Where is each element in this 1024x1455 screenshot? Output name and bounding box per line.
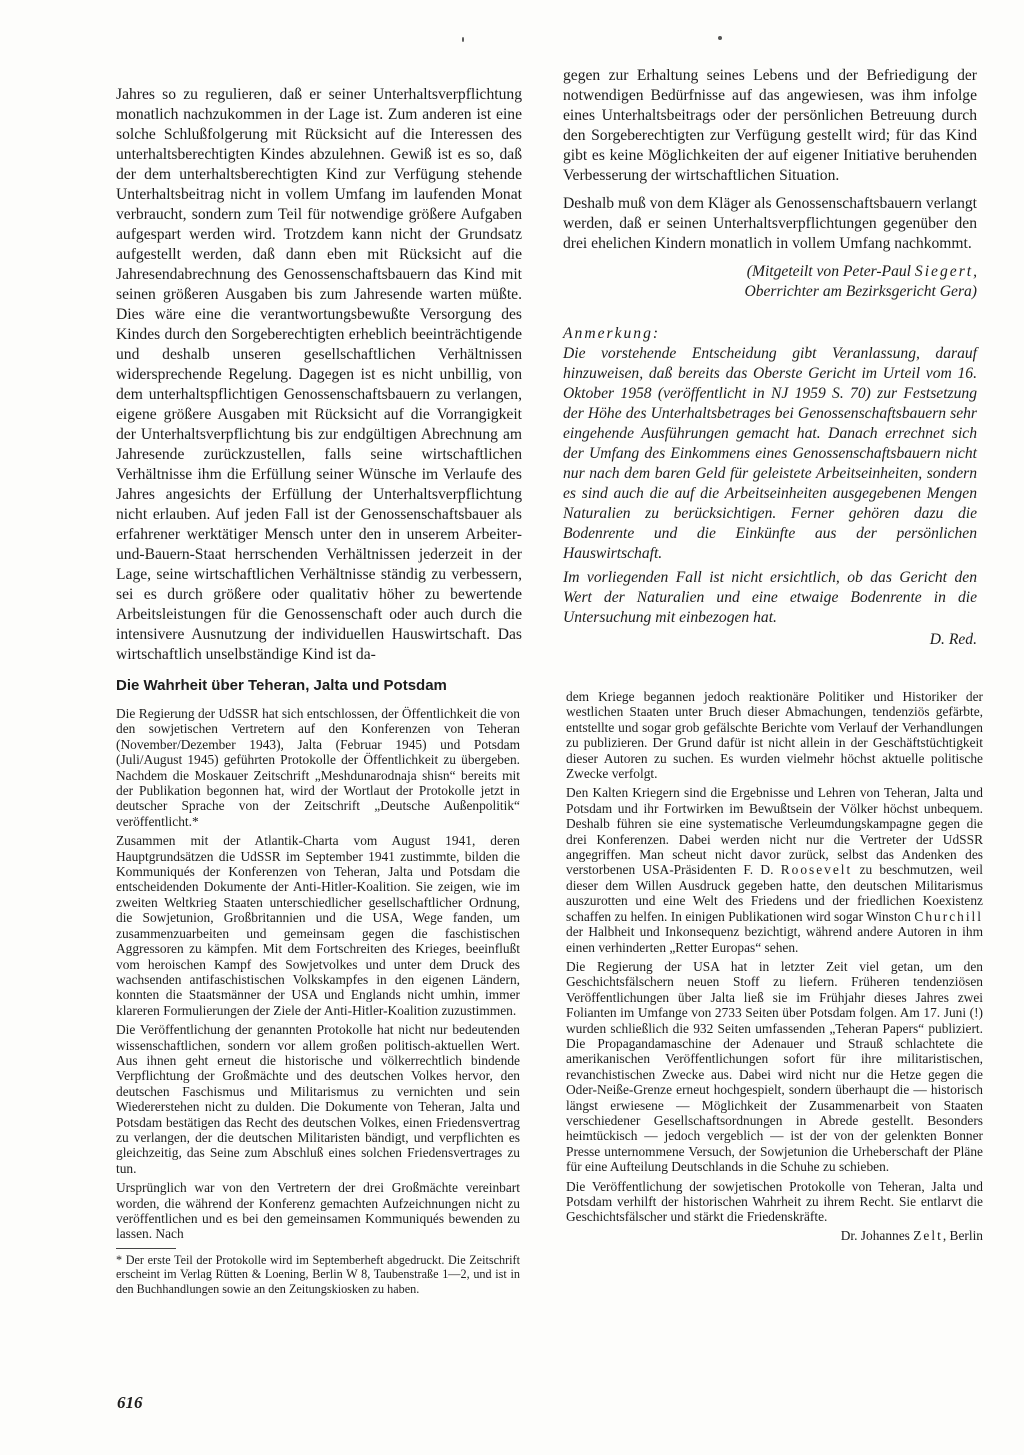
signature-name: Zelt — [913, 1227, 943, 1243]
article-signature — [566, 1228, 983, 1243]
signature-suffix: , Berlin — [942, 1227, 983, 1243]
paragraph: Ursprünglich war von den Vertretern der drei Großmächte vereinbart worden, die während der Konferenz gemachten Aufzeichnungen nicht zu veröffentlichen und es bei den gemeinsamen Kommuniqués bewenden zu lassen. Nach — [116, 1180, 520, 1242]
credit-name: Siegert — [914, 263, 974, 280]
paragraph: Die Veröffentlichung der genannten Protokolle hat nicht nur bedeutenden wissenschaftlichen, sondern vor allem großen politisch-aktuellen Wert. Aus ihnen geht erneut die historische und völkerrechtlich bindende Verpflichtung der Großmächte und des deutschen Volkes hervor, den deutschen Faschismus und Militarismus zu vernichten und sein Wiedererstehen nicht zu dulden. Die Dokumente von Teheran, Jalta und Potsdam bestätigen das Recht des deutschen Volkes, einen Friedensvertrag zu verlangen, der die deutschen Militaristen bändigt, und verpflichten es gleichzeitig, das Seine zum Abschluß eines solchen Friedensvertrages zu tun. — [116, 1022, 520, 1176]
column-bottom-left — [116, 706, 520, 1297]
person-name: Roosevelt — [780, 862, 853, 878]
paragraph: Die Regierung der UdSSR hat sich entschlossen, der Öffentlichkeit die von den sowjetischen Vertretern auf den Konferenzen von Teheran (November/Dezember 1943), Jalta (Februar 1945) und Potsdam (Juli/August 1945) geführten Protokolle der Öffentlichkeit zu übergeben. Nachdem die Moskauer Zeitschrift „Meshdunarodnaja shisn“ bereits mit der Publikation begonnen hat, wird der Wortlaut der Protokolle jetzt in deutscher Sprache von der Zeitschrift „Deutsche Außenpolitik“ veröffentlicht.* — [116, 706, 520, 829]
page-number: 616 — [117, 1393, 143, 1412]
paragraph — [566, 785, 983, 954]
credit-prefix: (Mitgeteilt von Peter-Paul — [746, 263, 915, 280]
column-top-left — [116, 85, 522, 665]
note-paragraph: Die vorstehende Entscheidung gibt Veranlassung, darauf hinzuweisen, daß bereits das Oberste Gericht im Urteil vom 16. Oktober 1958 (veröffentlicht in NJ 1959 S. 70) zur Festsetzung der Höhe des Unterhaltsbetrages bei Genossenschaftsbauern sehr eingehende Ausführungen gemacht hat. Danach errechnet sich der Umfang des Einkommens eines Genossenschaftsbauern nicht nur nach dem baren Geld für geleistete Arbeitseinheiten, sondern es sind auch die auf die Arbeitseinheiten ausgegebenen Mengen Naturalien zu berücksichtigen. Ferner gehören dazu die Bodenrente und die Einkünfte aus der persönlichen Hauswirtschaft. — [563, 345, 977, 562]
paragraph: Die Veröffentlichung der sowjetischen Protokolle von Teheran, Jalta und Potsdam verhilft der historischen Wahrheit zu ihrem Recht. Sie entlarvt die Geschichtsfälscher und stärkt die Friedenskräfte. — [566, 1178, 983, 1225]
text-run: Den Kalten Kriegern sind die Ergebnisse und Lehren von Teheran, Jalta und Potsdam und ihr Fortwirken im Bewußtsein der Völker höchst unbequem. Deshalb führen sie eine systematische Verleumdungskampagne gegen die drei Konferenzen. Dabei werden nicht nur die Vertreter der UdSSR angegriffen. Man scheut nicht davor zurück, selbst das Andenken des verstorbenen USA-Präsidenten F. D. — [566, 785, 983, 878]
credit-line — [563, 262, 977, 282]
note-signature: D. Red. — [929, 631, 977, 648]
credit-suffix: , — [973, 263, 977, 280]
article-heading: Die Wahrheit über Teheran, Jalta und Potsdam — [116, 677, 447, 694]
note-paragraph: Im vorliegenden Fall ist nicht ersichtlich, ob das Gericht den Wert der Naturalien und eine etwaige Bodenrente in die Untersuchung mit einbezogen hat. — [563, 569, 977, 626]
paragraph: Zusammen mit der Atlantik-Charta vom August 1941, deren Hauptgrundsätzen die UdSSR im September 1941 zustimmte, bilden die Kommuniqués der Konferenzen von Teheran, Jalta und Potsdam die entscheidenden Dokumente der Anti-Hitler-Koalition. Sie zeigen, wie im zweiten Weltkrieg Staaten unterschiedlicher gesellschaftlicher Ordnung, die Sowjetunion, Großbritannien und die USA, Wege fanden, um zusammenzuarbeiten und gemeinsam gegen die faschistischen Aggressoren zu kämpfen. Mit dem Fortschreiten des Krieges, beeinflußt vom heroischen Kampf des Sowjetvolkes und unter dem Druck des wachsenden antifaschistischen Volkskampfes in den eigenen Ländern, konnten die Staatsmänner der USA und Englands nicht umhin, immer klareren Formulierungen der Ziele der Anti-Hitler-Koalition zuzustimmen. — [116, 833, 520, 1018]
footnote-divider — [116, 1248, 176, 1249]
paragraph: Jahres so zu regulieren, daß er seiner Unterhaltsverpflichtung monatlich nachzukommen in der Lage ist. Zum anderen ist eine solche Schlußfolgerung mit Rücksicht auf die Interessen des unterhaltsberechtigten Kindes abzulehnen. Gewiß ist es so, daß der dem unterhaltsberechtigten Kind zur Verfügung stehende Unterhaltsbeitrag nicht in vollem Umfang im laufenden Monat verbraucht, sondern zum Teil für notwendige größere Aufgaben aufgespart werden wird. Trotzdem kann nicht der Grundsatz aufgestellt werden, daß dann eben mit Rücksicht auf die Jahresendabrechnung des Genossenschaftsbauern das Kind mit seinen größeren Ausgaben bis zum Jahresende warten müßte. Dies wäre eine die verantwortungsbewußte Versorgung des Kindes durch den Sorgeberechtigten erheblich beeinträchtigende und deshalb unseren gesellschaftlichen Verhältnissen widersprechende Regelung. Dagegen ist es nicht unbillig, von dem unterhaltspflichtigen Genossenschaftsbauern zu verlangen, eigene größere Ausgaben mit Rücksicht auf die Vorrangigkeit der Unterhaltsverpflichtung bis zur endgültigen Abrechnung am Jahresende zurückzustellen, falls seine wirtschaftlichen Verhältnisse ihm die Erfüllung seiner Wünsche im Verlaufe des Jahres angesichts der Erfüllung der Unterhaltsverpflichtung nicht erlauben. Auf jeden Fall ist der Genossenschaftsbauer als erfahrener werktätiger Mensch unter den in unserem Arbeiter-und-Bauern-Staat herrschenden Verhältnissen jederzeit in der Lage, seine wirtschaftlichen Verhältnisse ständig zu verbessern, sei es durch größere oder qualitativ höher zu bewertende Arbeitsleistungen für die Genossenschaft oder auch durch die intensivere Ausnutzung der individuellen Hauswirtschaft. Das wirtschaftlich unselbständige Kind ist da- — [116, 86, 522, 663]
column-top-right — [563, 66, 977, 650]
print-speck — [462, 37, 464, 42]
print-speck — [718, 36, 722, 40]
paragraph: gegen zur Erhaltung seines Lebens und der Befriedigung der notwendigen Bedürfnisse auf das angewiesen, was ihm infolge eines Unterhaltsbeitrags oder der persönlichen Betreuung durch den Sorgeberechtigten zur Verfügung gestellt wird; für das Kind gibt es keine Möglichkeiten der auf eigener Initiative beruhenden Verbesserung der wirtschaftlichen Situation. — [563, 67, 977, 184]
text-run: der Halbheit und Inkonsequenz bezichtigt, während andere Autoren in ihm einen verhinderten „Retter Europas“ sehen. — [566, 924, 983, 955]
signature-prefix: Dr. Johannes — [840, 1227, 914, 1243]
note-label: Anmerkung: — [563, 325, 661, 342]
person-name: Churchill — [914, 908, 983, 924]
text-run: zu beschmutzen, weil dieser dem Willen Ausdruck gegeben hatte, den deutschen Militarismus auszurotten und eine Welt des Friedens und der friedlichen Koexistenz schaffen zu helfen. In einigen Publikationen wird sogar Winston — [566, 862, 983, 924]
column-bottom-right — [566, 689, 983, 1243]
paragraph: Die Regierung der USA hat in letzter Zeit viel getan, um den Geschichtsfälschern neuen Stoff zu liefern. Früheren tendenziösen Veröffentlichungen über Jalta ließ sie im Frühjahr dieses Jahres zwei Folianten im Umfange von 2733 Seiten über Potsdam folgen. Am 17. Juni (!) wurden schließlich die 932 Seiten umfassenden „Teheran Papers“ publiziert. Die Propagandamaschine der Adenauer und Strauß schlachtete die amerikanischen Veröffentlichungen sofort für ihre militaristischen, revanchistischen Zwecke aus. Dabei wird nicht nur die Hetze gegen die Oder-Neiße-Grenze erneut hochgespielt, sondern überhaupt die — historisch längst erwiesene — Möglichkeit der Zusammenarbeit von Staaten verschiedener Gesellschaftsordnungen in Abrede gestellt. Besonders heimtückisch — jedoch vergeblich — ist der von der gelenkten Bonner Presse unternommene Versuch, der Sowjetunion die Urheberschaft der Pläne für eine Aufteilung Deutschlands in die Schuhe zu schieben. — [566, 958, 983, 1175]
paragraph: dem Kriege begannen jedoch reaktionäre Politiker und Historiker der westlichen Staaten unter Bruch dieser Abmachungen, tendenziös gefärbte, entstellte und sogar grob gefälschte Berichte vom Verlauf der Verhandlungen zu publizieren. Der Grund dafür ist nicht allein in der Geschäftstüchtigkeit dieser Autoren zu suchen. Es wurden vielmehr höchst aktuelle politische Zwecke verfolgt. — [566, 689, 983, 782]
footnote: * Der erste Teil der Protokolle wird im Septemberheft abgedruckt. Die Zeitschrift erscheint im Verlag Rütten & Loening, Berlin W 8, Taubenstraße 1—2, und ist in den Buchhandlungen sowie an den Zeitungskiosken zu haben. — [116, 1252, 520, 1296]
credit-line-2: Oberrichter am Bezirksgericht Gera) — [744, 283, 977, 300]
paragraph: Deshalb muß von dem Kläger als Genossenschaftsbauern verlangt werden, daß er seinen Unterhaltsverpflichtungen gegenüber den drei ehelichen Kindern monatlich in vollem Umfang nachkommt. — [563, 195, 977, 252]
